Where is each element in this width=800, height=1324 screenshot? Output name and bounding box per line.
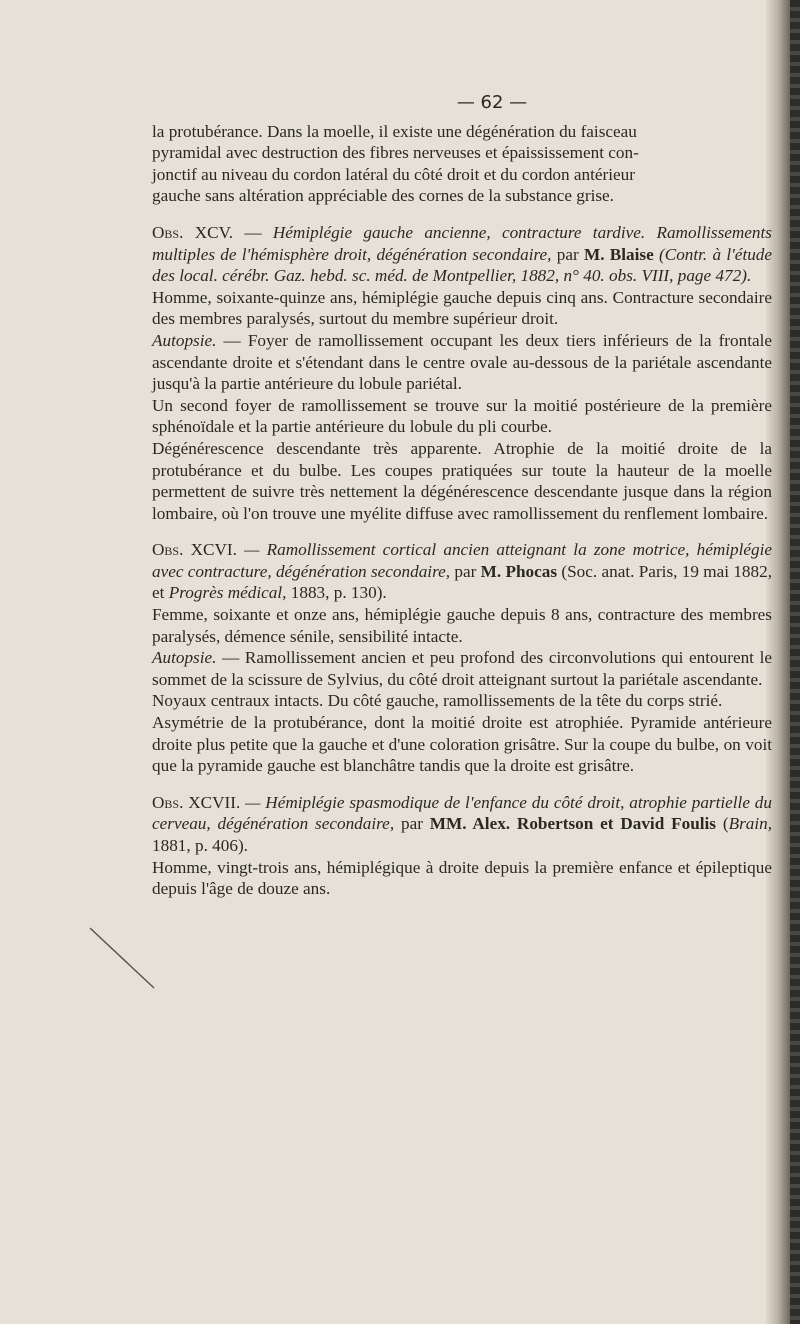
observation-96-nuclei: Noyaux centraux intacts. Du côté gauche, ramollissements de la tête du corps strié. <box>152 691 723 711</box>
observation-96-autopsy-text: — Ramollissement ancien et peu profond des circonvolutions qui entourent le sommet de la scissure de Sylvius, du côté droit atteignant surtout la pariétale ascendante. <box>152 648 772 689</box>
page-content <box>152 92 772 900</box>
observation-97-source-journal: Brain, <box>728 814 773 834</box>
intro-line-1: la protubérance. Dans la moelle, il existe une dégénération du faisceau <box>152 121 637 141</box>
intro-paragraph <box>152 121 772 207</box>
observation-95-heading: Obs. XCV. — Hémiplégie gauche ancienne, contracture tardive. Ramollissements multiples de l'hémisphère droit, dégénération secondaire, par M. Blaise (Contr. à l'étude des local. cérébr. Gaz. hebd. sc. méd. de Montpellier, 1882, n° 40. obs. VIII, page 472). <box>152 222 773 286</box>
observation-96-autopsy <box>152 647 772 690</box>
observation-95-second-focus: Un second foyer de ramollissement se trouve sur la moitié postérieure de la première sphénoïdale et la partie antérieure du lobule du pli courbe. <box>152 395 772 437</box>
observation-96-by: par <box>454 561 477 581</box>
observation-97-label: Obs. XCVII. <box>152 792 241 812</box>
observation-95-by: par <box>556 244 579 264</box>
observation-96-source: (Soc. anat. Paris, 19 mai 1882, et <box>152 561 773 603</box>
observation-96-case: Femme, soixante et onze ans, hémiplégie gauche depuis 8 ans, contracture des membres paralysés, démence sénile, sensibilité intacte. <box>152 605 772 646</box>
intro-line-2: pyramidal avec destruction des fibres nerveuses et épaississement con- <box>152 143 639 163</box>
observation-95-autopsy-label: Autopsie. <box>152 330 217 350</box>
intro-line-3: jonctif au niveau du cordon latéral du côté droit et du cordon antérieur <box>152 164 635 184</box>
observation-96-author: M. Phocas <box>480 561 558 581</box>
observation-96-heading <box>152 539 772 604</box>
observation-96-autopsy-label: Autopsie. <box>152 648 217 668</box>
observation-95-degeneration: Dégénérescence descendante très apparente. Atrophie de la moitié droite de la protubérance et du bulbe. Les coupes pratiquées sur toute la hauteur de la moelle permettent de suivre très nettement la dégénérescence descendante jusque dans la région lombaire, où l'on trouve une myélite diffuse avec ramollissement du renflement lombaire. <box>152 438 772 523</box>
observation-95-case: Homme, soixante-quinze ans, hémiplégie gauche depuis cinq ans. Contracture secondaire des membres paralysés, surtout du membre supérieur droit. <box>152 287 772 329</box>
observation-97-authors: MM. Alex. Robertson et David Foulis <box>429 814 716 834</box>
observation-96-label: Obs. XCVI. <box>152 540 237 560</box>
observation-95-label: Obs. XCV. <box>152 222 234 242</box>
intro-line-4: gauche sans altération appréciable des cornes de la substance grise. <box>152 186 614 206</box>
page-number: — 62 — <box>456 92 528 113</box>
pencil-stroke-mark <box>88 926 158 992</box>
observation-95-author: M. Blaise <box>584 244 654 264</box>
observation-95-title: Hémiplégie gauche ancienne, contracture tardive. Ramollissements multiples de l'hémisphère droit, dégénération secondaire, <box>152 222 772 264</box>
observation-96-source-end: 1883, p. 130). <box>290 583 387 603</box>
observation-97 <box>152 792 772 900</box>
observation-97-by: par <box>400 814 423 834</box>
observation-95-autopsy-text: — Foyer de ramollissement occupant les deux tiers inférieurs de la frontale ascendante droite et s'étendant dans le centre ovale au-dessous de la pariétale ascendante jusqu'à la partie antérieure du lobule pariétal. <box>152 330 773 394</box>
observation-97-case: Homme, vingt-trois ans, hémiplégique à droite depuis la première enfance et épileptique depuis l'âge de douze ans. <box>152 857 772 899</box>
observation-97-source-end: 1881, p. 406). <box>152 836 248 855</box>
observation-96 <box>152 539 772 777</box>
observation-95-autopsy <box>152 330 772 395</box>
observation-96-source-journal: Progrès médical, <box>168 583 287 603</box>
observation-97-heading <box>152 792 772 857</box>
observation-95 <box>152 222 772 524</box>
observation-96-title: — Ramollissement cortical ancien atteignant la zone motrice, hémiplégie avec contracture, dégénération secondaire, <box>152 540 773 581</box>
observation-95-source: (Contr. à l'étude des local. cérébr. Gaz. hebd. sc. méd. de Montpellier, 1882, n° 40. obs. VIII, page 472). <box>152 244 773 286</box>
observation-96-asymmetry: Asymétrie de la protubérance, dont la moitié droite est atrophiée. Pyramide antérieure droite plus petite que la gauche et d'une coloration grisâtre. Sur la coupe du bulbe, on voit que la pyramide gauche est blanchâtre tandis que la droite est grisâtre. <box>152 713 772 776</box>
observation-97-title: — Hémiplégie spasmodique de l'enfance du côté droit, atrophie partielle du cerveau, dégénération secondaire, <box>152 792 772 834</box>
observation-97-source-open: ( <box>722 814 729 834</box>
